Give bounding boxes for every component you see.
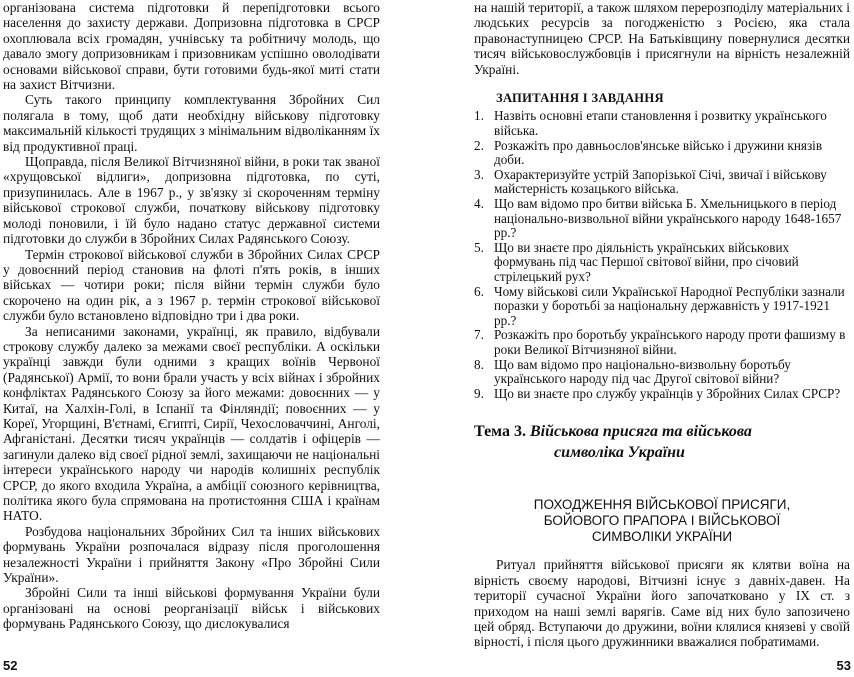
paragraph: Збройні Сили та інші військові формування України були організовані на основі реорганізації військ і військових формувань Радянського Союзу, що дислокувалися <box>3 585 380 632</box>
question-item: 2. Розкажіть про давньослов'янське військо і дружини князів доби. <box>474 137 823 168</box>
paragraph: на нашій території, а також шляхом перерозподілу матеріальних і людських ресурсів за погодженістю з Росією, яка стала правонаступницею СРСР. На Батьківщину повернулися десятки тисяч військовослужбовців і присягнули на вірність незалежній Україні. <box>474 0 850 77</box>
left-text-column <box>3 0 380 632</box>
section-heading-line: ПОХОДЖЕННЯ ВІЙСЬКОВОЇ ПРИСЯГИ, <box>533 497 791 513</box>
right-text-column <box>474 0 850 650</box>
paragraph: Щоправда, після Великої Вітчизняної війни, в роки так званої «хрущовської відлиги», допризовна підготовка, по суті, призупинилась. Але в 1967 р., у зв'язку зі скороченням терміну військової строкової служби, початкову військову підготовку молоді поновили, і їй було надано статус державної системи підготовки до служби в Збройних Силах Радянського Союзу. <box>3 154 380 247</box>
question-item: 8. Що вам відомо про національно-визвольну боротьбу українського народу під час Другої світової війни? <box>474 356 791 387</box>
question-item: 3. Охарактеризуйте устрій Запорізької Січі, звичаї і військову майстерність козацького війська. <box>474 166 827 197</box>
question-item: 5. Що ви знаєте про діяльність українських військових формувань під час Першої світової війни, про січовий стрілецький рух? <box>474 239 799 284</box>
questions-title: ЗАПИТАННЯ І ЗАВДАННЯ <box>496 91 664 106</box>
paragraph: Ритуал прийняття військової присяги як клятви воїна на вірність своєму народові, Вітчизні існує з давніх-давен. На території сучасної України його започатковано у IX ст. з приходом на наші землі варягів. Саме від них було запозичено цей обряд. Вступаючи до дружини, воїни клялися князеві у своїй вірності, і після цього дружинники вважалися побратимами. <box>474 557 850 650</box>
section-heading-line: СИМВОЛІКИ УКРАЇНИ <box>591 529 733 545</box>
question-item: 9. Що ви знаєте про службу українців у Збройних Силах СРСР? <box>474 385 841 401</box>
topic-title-line2: символіка України <box>554 444 685 462</box>
topic-title <box>474 421 850 463</box>
section-heading <box>474 497 850 545</box>
page-number-right: 53 <box>836 658 851 673</box>
question-item: 7. Розкажіть про боротьбу українського народу проти фашизму в роки Великої Вітчизняної війни. <box>474 327 846 357</box>
question-item: 1. Назвіть основні етапи становлення і розвитку українського війська. <box>474 108 827 139</box>
topic-title-line1: Військова присяга та військова <box>529 423 752 441</box>
paragraph: Суть такого принципу комплектування Збройних Сил полягала в тому, щоб дати необхідну військову підготовку максимальній кількості трудящих з мінімальним відволіканням їх від продуктивної праці. <box>3 92 380 154</box>
paragraph: організована система підготовки й перепідготовки всього населення до захисту держави. Допризовна підготовка в СРСР охоплювала всіх громадян, учнівську та робітничу молодь, що давало змогу допризовникам і призовникам успішно оволодівати основами військової справи, бути готовими будь-якої миті стати на захист Вітчизни. <box>3 0 380 93</box>
paragraph: Термін строкової військової служби в Збройних Силах СРСР у довоєнний період становив на флоті п'ять років, в інших військах — чотири роки; після війни термін служби було скорочено на один рік, а з 1967 р. термін строкової військової служби було встановлено відповідно три і два роки. <box>3 246 380 324</box>
question-item: 4. Що вам відомо про битви війська Б. Хмельницького в період національно-визвольної війни українського народу 1648-1657 pp.? <box>474 196 842 241</box>
paragraph: За неписаними законами, українці, як правило, відбували строкову службу далеко за межами своєї республіки. А оскільки українці завжди були одними з кращих воїнів Червоної (Радянської) Армії, то вони брали участь у всіх війнах і збройних конфліктах Радянського Союзу за його межами: довоєнних — у Китаї, на Халхін-Голі, в Іспанії та Фінляндії; повоєнних — у Кореї, Угорщині, В'єтнамі, Єгипті, Сирії, Чехословаччині, Анголі, Афганістані. Десятки тисяч українців — солдатів і офіцерів — загинули далеко від своєї рідної землі, захищаючи не національні інтереси українського народу чи народів колишніх республік СРСР, до якого входила Україна, а амбіції союзного керівництва, політика якого була спрямована на протистояння США і країнам НАТО. <box>3 323 380 524</box>
question-item: 6. Чому військові сили Української Народної Республіки зазнали поразки у боротьбі за національну державність у 1917-1921 pp.? <box>474 283 845 328</box>
right-page <box>427 0 854 677</box>
questions-list <box>474 109 850 401</box>
section-heading-line: БОЙОВОГО ПРАПОРА І ВІЙСЬКОВОЇ <box>543 513 781 529</box>
topic-label: Тема 3. <box>474 423 526 441</box>
page-number-left: 52 <box>3 658 18 673</box>
paragraph: Розбудова національних Збройних Сил та інших військових формувань України розпочалася відразу після проголошення незалежності України і прийняття Закону «Про Збройні Сили України». <box>3 523 380 586</box>
